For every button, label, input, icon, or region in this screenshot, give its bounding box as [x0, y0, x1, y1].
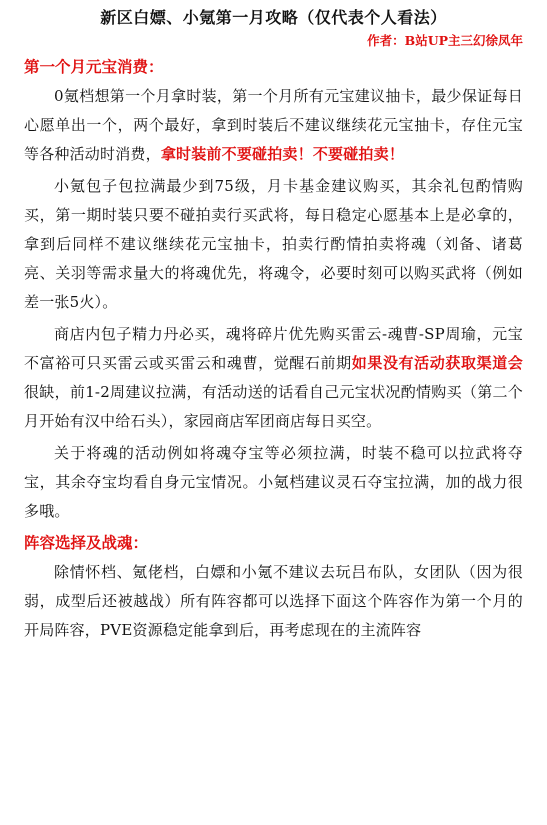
section-heading-yuanbao: 第一个月元宝消费： — [24, 57, 164, 76]
highlight-warning: 拿时装前不要碰拍卖！不要碰拍卖！ — [160, 145, 405, 163]
paragraph-text: 商店内包子精力丹必买，魂将碎片优先购买雷云-魂曹-SP周瑜，元宝不富裕可只买雷云或买雷云和魂曹，觉醒石前期 — [24, 325, 523, 372]
author-line: 作者：B站UP主三幻徐凤年 — [367, 33, 523, 48]
paragraph-text: 很缺，前1-2周建议拉满，有活动送的话看自己元宝状况酌情购买（第二个月开始有汉中给石头），家园商店军团商店每日买空。 — [24, 383, 523, 430]
paragraph-text: 除情怀档、氪佬档，白嫖和小氪不建议去玩吕布队，女团队（因为很弱，成型后还被越战）所有阵容都可以选择下面这个阵容作为第一个月的开局阵容，PVE资源稳定能拿到后，再考虑现在的主流阵容 — [24, 563, 523, 639]
paragraph-text: 0氪档想第一个月拿时装，第一个月所有元宝建议抽卡，最少保证每日心愿单出一个，两个最好，拿到时装后不建议继续花元宝抽卡，存住元宝等各种活动时消费， — [24, 87, 523, 163]
paragraph — [24, 558, 523, 645]
paragraph-text: 小氪包子包拉满最少到75级，月卡基金建议购买，其余礼包酌情购买，第一期时装只要不碰拍卖行买武将，每日稳定心愿基本上是必拿的，拿到后同样不建议继续花元宝抽卡，拍卖行酌情拍卖将魂（刘备、诸葛亮、关羽等需求量大的将魂优先，将魂令，必要时刻可以购买武将（例如差一张5火）。 — [24, 177, 523, 311]
paragraph — [24, 172, 523, 317]
paragraph-text: 关于将魂的活动例如将魂夺宝等必须拉满，时装不稳可以拉武将夺宝，其余夺宝均看自身元宝情况。小氪档建议灵石夺宝拉满，加的战力很多哦。 — [24, 444, 523, 520]
paragraph — [24, 82, 523, 169]
paragraph — [24, 439, 523, 526]
section-heading-lineup: 阵容选择及战魂： — [24, 533, 149, 552]
highlight-text: 如果没有活动获取渠道会 — [351, 354, 523, 372]
paragraph — [24, 320, 523, 436]
document-title: 新区白嫖、小氪第一月攻略（仅代表个人看法） — [100, 8, 447, 27]
